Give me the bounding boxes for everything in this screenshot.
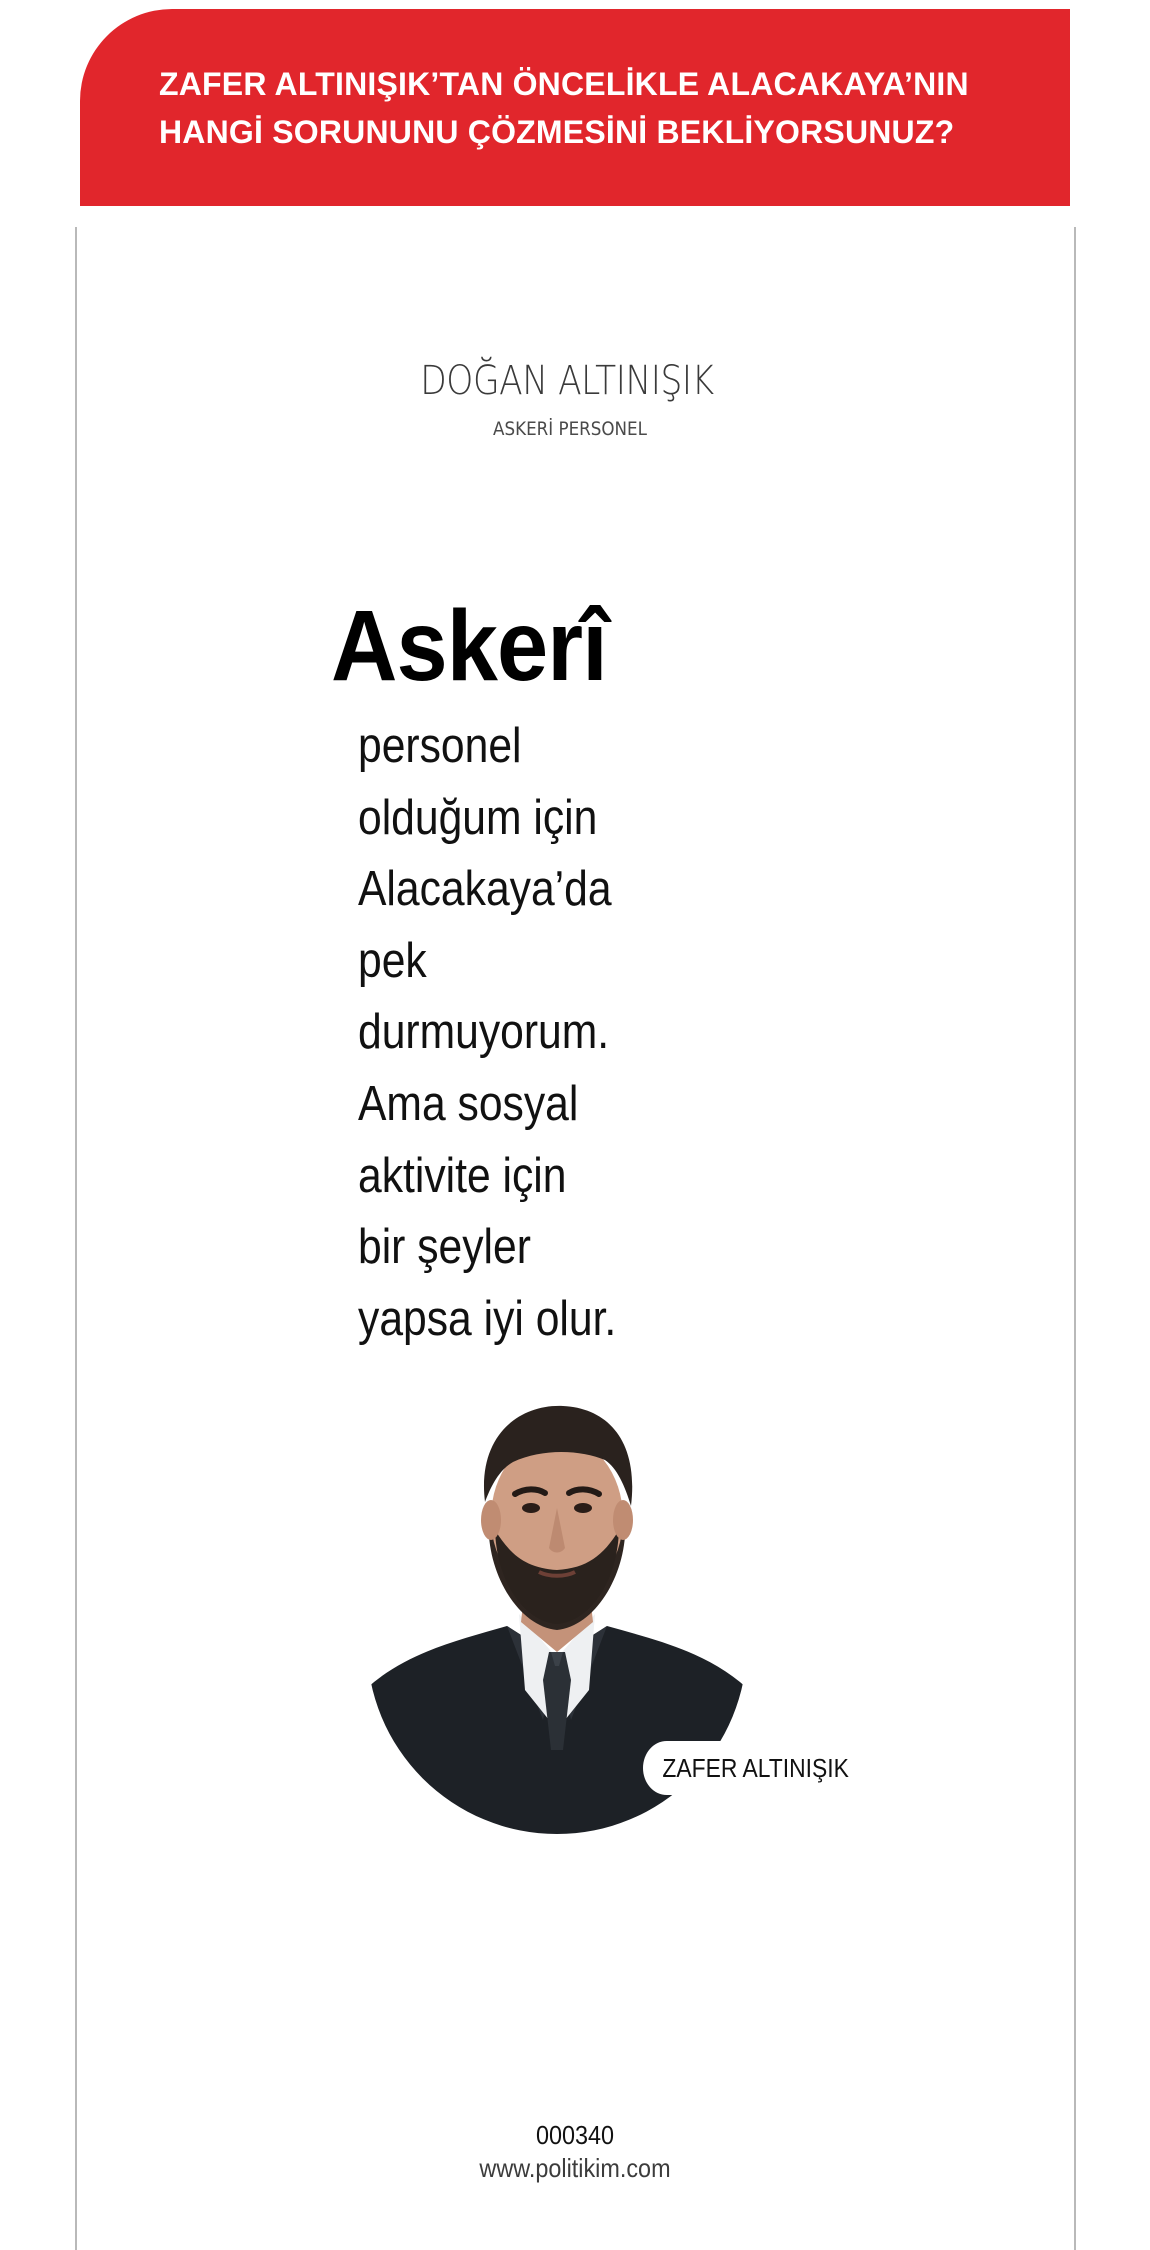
question-line-2: HANGİ SORUNUNU ÇÖZMESİNİ BEKLİYORSUNUZ? xyxy=(159,114,955,150)
subject-name-tag: ZAFER ALTINIŞIK xyxy=(643,1741,868,1795)
respondent-name: DOĞAN ALTINIŞIK xyxy=(420,358,714,404)
quote-line: Ama sosyal xyxy=(358,1076,579,1131)
quote-text xyxy=(358,711,655,1355)
quote-line: yapsa iyi olur. xyxy=(358,1291,617,1346)
quote-line: personel xyxy=(358,719,522,773)
website-link[interactable]: www.politikim.com xyxy=(479,2153,671,2183)
reference-code: 000340 xyxy=(535,2120,615,2150)
respondent-title: ASKERİ PERSONEL xyxy=(493,418,647,440)
quote-line: aktivite için xyxy=(358,1148,567,1203)
question-line-1: ZAFER ALTINIŞIK’TAN ÖNCELİKLE ALACAKAYA’NIN xyxy=(159,66,969,102)
quote-line: olduğum için xyxy=(358,790,598,845)
quote-line: pek xyxy=(358,933,427,988)
quote-line: durmuyorum. xyxy=(358,1005,610,1060)
quote-lead-word: Askerî xyxy=(331,590,607,702)
quote-line: bir şeyler xyxy=(358,1220,531,1275)
frame-right-border xyxy=(1074,227,1076,2250)
quote-line: Alacakaya’da xyxy=(358,862,612,917)
question-banner xyxy=(80,9,1070,206)
frame-left-border xyxy=(75,227,77,2250)
